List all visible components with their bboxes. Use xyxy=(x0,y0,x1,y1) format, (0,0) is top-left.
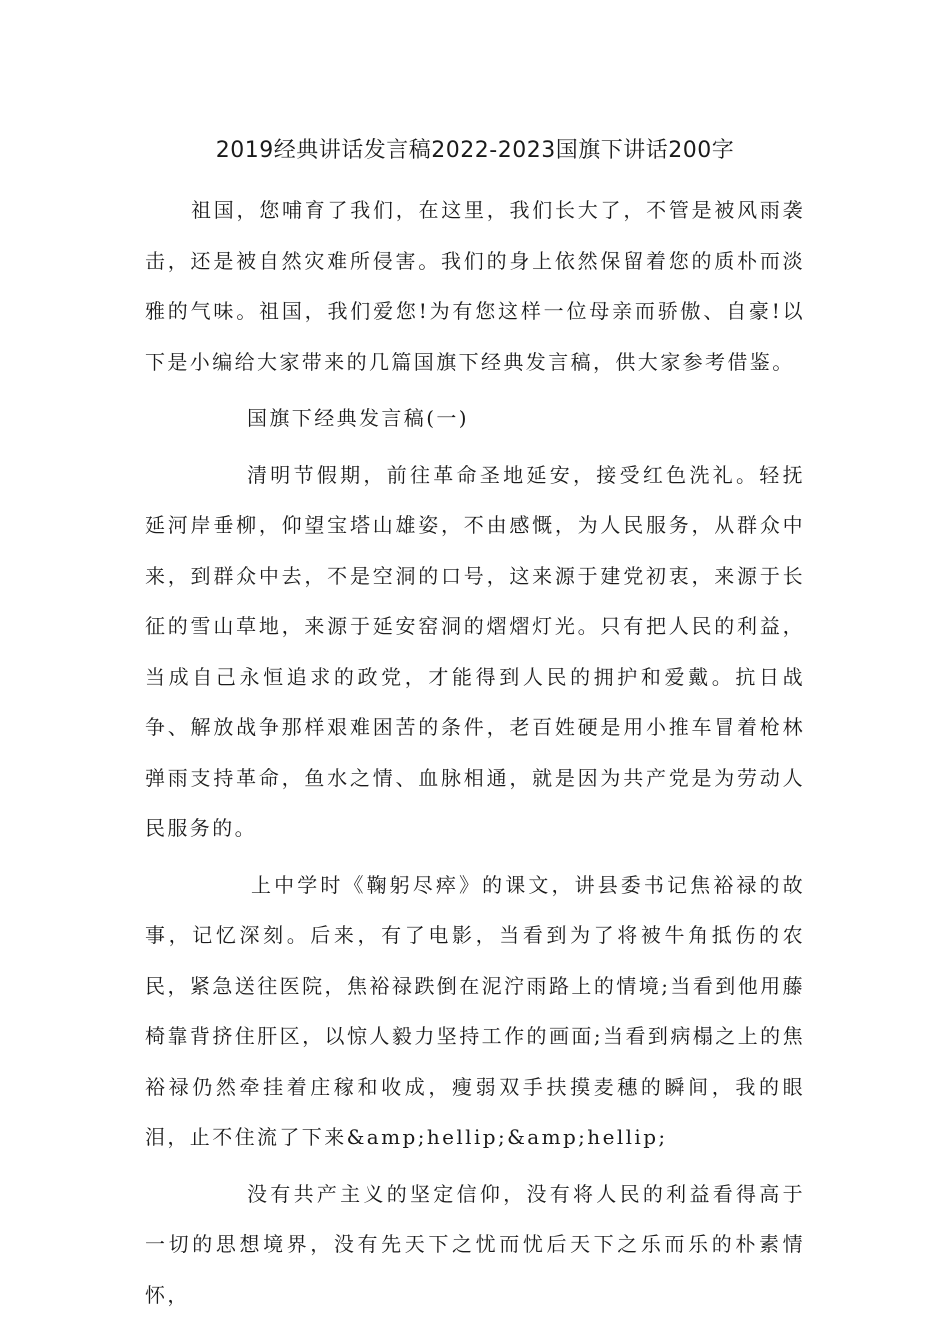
body-paragraph-1: 清明节假期，前往革命圣地延安，接受红色洗礼。轻抚延河岸垂柳，仰望宝塔山雄姿，不由感慨，为人民服务，从群众中来，到群众中去，不是空洞的口号，这来源于建党初衷，来源于长征的雪山草地，来源于延安窑洞的熠熠灯光。只有把人民的利益，当成自己永恒追求的政党，才能得到人民的拥护和爱戴。抗日战争、解放战争那样艰难困苦的条件，老百姓硬是用小推车冒着枪林弹雨支持革命，鱼水之情、血脉相通，就是因为共产党是为劳动人民服务的。 xyxy=(145,462,805,840)
intro-paragraph: 祖国，您哺育了我们，在这里，我们长大了，不管是被风雨袭击，还是被自然灾难所侵害。我们的身上依然保留着您的质朴而淡雅的气味。祖国，我们爱您!为有您这样一位母亲而骄傲、自豪!以下是小编给大家带来的几篇国旗下经典发言稿，供大家参考借鉴。 xyxy=(145,198,805,374)
document-title: 2019经典讲话发言稿2022-2023国旗下讲话200字 xyxy=(215,138,735,163)
body-paragraph-3: 没有共产主义的坚定信仰，没有将人民的利益看得高于一切的思想境界，没有先天下之忧而忧后天下之乐而乐的朴素情怀， xyxy=(145,1181,805,1307)
document-body xyxy=(145,185,805,1320)
body-paragraph-2: 上中学时《鞠躬尽瘁》的课文，讲县委书记焦裕禄的故事，记忆深刻。后来，有了电影，当看到为了将被牛角抵伤的农民，紧急送往医院，焦裕禄跌倒在泥泞雨路上的情境;当看到他用藤椅靠背挤住肝区，以惊人毅力坚持工作的画面;当看到病榻之上的焦裕禄仍然牵挂着庄稼和收成，瘦弱双手扶摸麦穗的瞬间，我的眼泪，止不住流了下来&amp;hellip;&amp;hellip; xyxy=(145,872,805,1149)
section-heading: 国旗下经典发言稿(一) xyxy=(247,406,470,430)
